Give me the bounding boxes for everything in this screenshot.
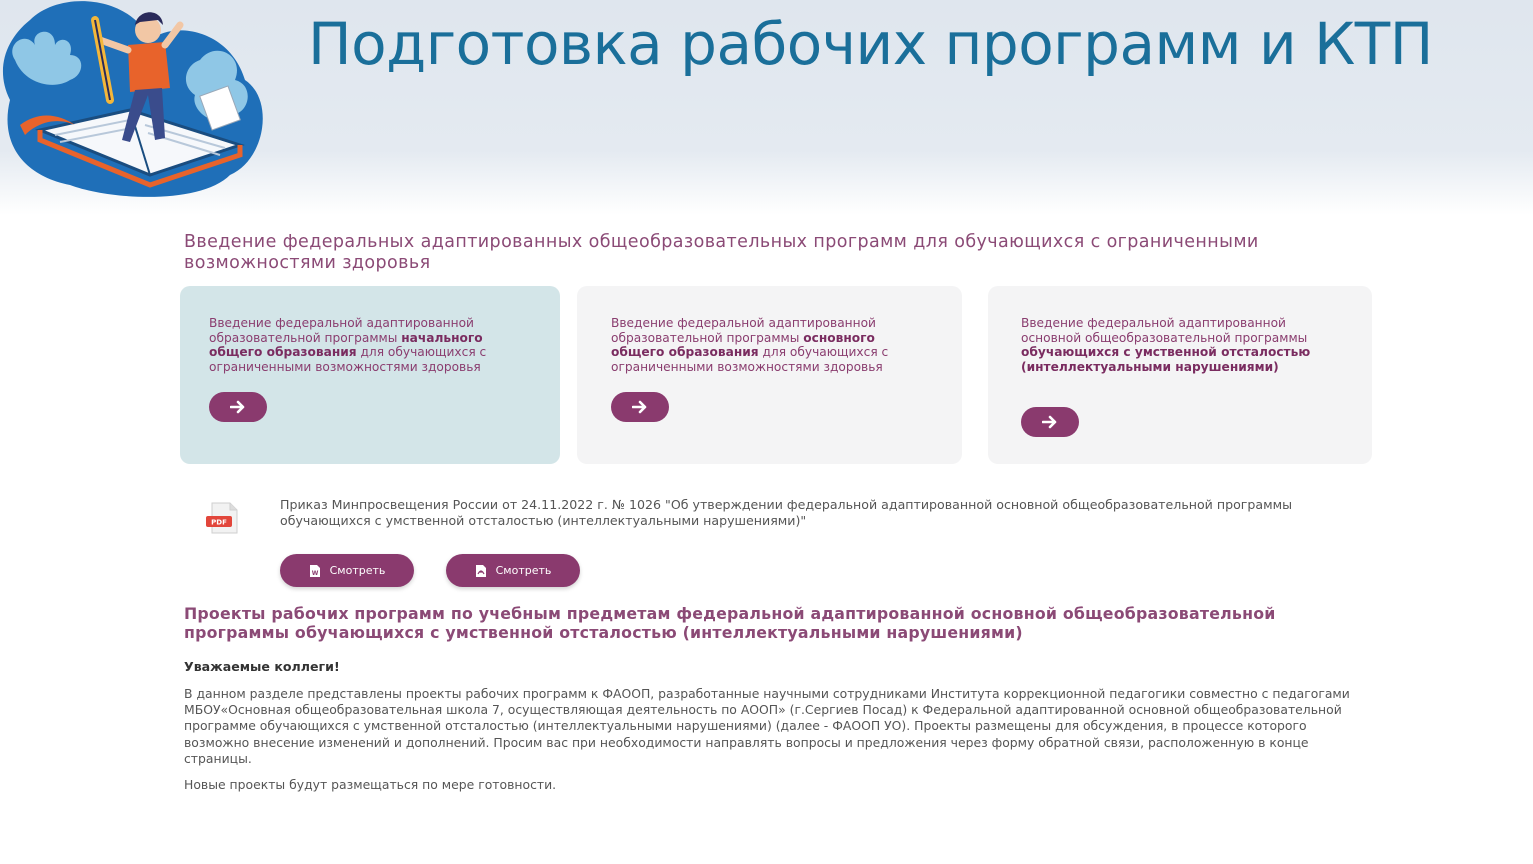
slide-title: Подготовка рабочих программ и КТП — [308, 10, 1433, 78]
order-document-title: Приказ Минпросвещения России от 24.11.2022 г. № 1026 "Об утверждении федеральной адаптированной основной общеобразовательной программы обучающихся с умственной отсталостью (интеллектуальными нарушениями)" — [280, 497, 1293, 528]
open-card-button[interactable] — [1021, 407, 1079, 437]
open-card-button[interactable] — [209, 392, 267, 422]
card-description: Введение федеральной адаптированной основной общеобразовательной программы обучающихся с умственной отсталостью (интеллектуальными нарушениями) — [1021, 316, 1311, 374]
header-banner — [0, 0, 1533, 215]
svg-text:PDF: PDF — [211, 518, 227, 527]
word-doc-icon — [309, 564, 321, 578]
reading-girl-illustration-icon — [0, 0, 275, 205]
arrow-right-icon — [1042, 415, 1058, 429]
pdf-doc-icon — [475, 564, 487, 578]
card-description: Введение федеральной адаптированной образовательной программы основного общего образования для обучающихся с ограниченными возможностями здоровья — [611, 316, 889, 374]
section-heading: Введение федеральных адаптированных общеобразовательных программ для обучающихся с ограниченными возможностями здоровья — [184, 232, 1259, 273]
readiness-note: Новые проекты будут размещаться по мере готовности. — [184, 777, 557, 792]
pdf-file-icon — [204, 502, 240, 534]
card-primary-education[interactable] — [180, 286, 560, 464]
intro-paragraph: В данном разделе представлены проекты рабочих программ к ФАООП, разработанные научными сотрудниками Института коррекционной педагогики совместно с педагогами МБОУ«Основная общеобразовательная школа 7, осуществляющая деятельность по АООП» (г.Сергиев Посад) к Федеральной адаптированной основной общеобразовательной программе обучающихся с умственной отсталостью (интеллектуальными нарушениями) (далее - ФАООП УО). Проекты размещены для обсуждения, в процессе которого возможно внесение изменений и дополнений. Просим вас при необходимости направлять вопросы и предложения через форму обратной связи, расположенную в конце страницы. — [184, 686, 1350, 766]
arrow-right-icon — [632, 400, 648, 414]
view-word-button[interactable]: W Смотреть — [280, 554, 414, 587]
open-card-button[interactable] — [611, 392, 669, 422]
view-pdf-button[interactable]: Смотреть — [446, 554, 580, 587]
svg-text:W: W — [311, 569, 318, 577]
card-description: Введение федеральной адаптированной образовательной программы начального общего образования для обучающихся с ограниченными возможностями здоровья — [209, 316, 487, 374]
card-intellectual-disabilities[interactable] — [988, 286, 1372, 464]
greeting-text: Уважаемые коллеги! — [184, 659, 340, 674]
card-basic-education[interactable] — [577, 286, 962, 464]
projects-heading: Проекты рабочих программ по учебным предметам федеральной адаптированной основной общеобразовательной программы обучающихся с умственной отсталостью (интеллектуальными нарушениями) — [184, 604, 1276, 642]
arrow-right-icon — [230, 400, 246, 414]
